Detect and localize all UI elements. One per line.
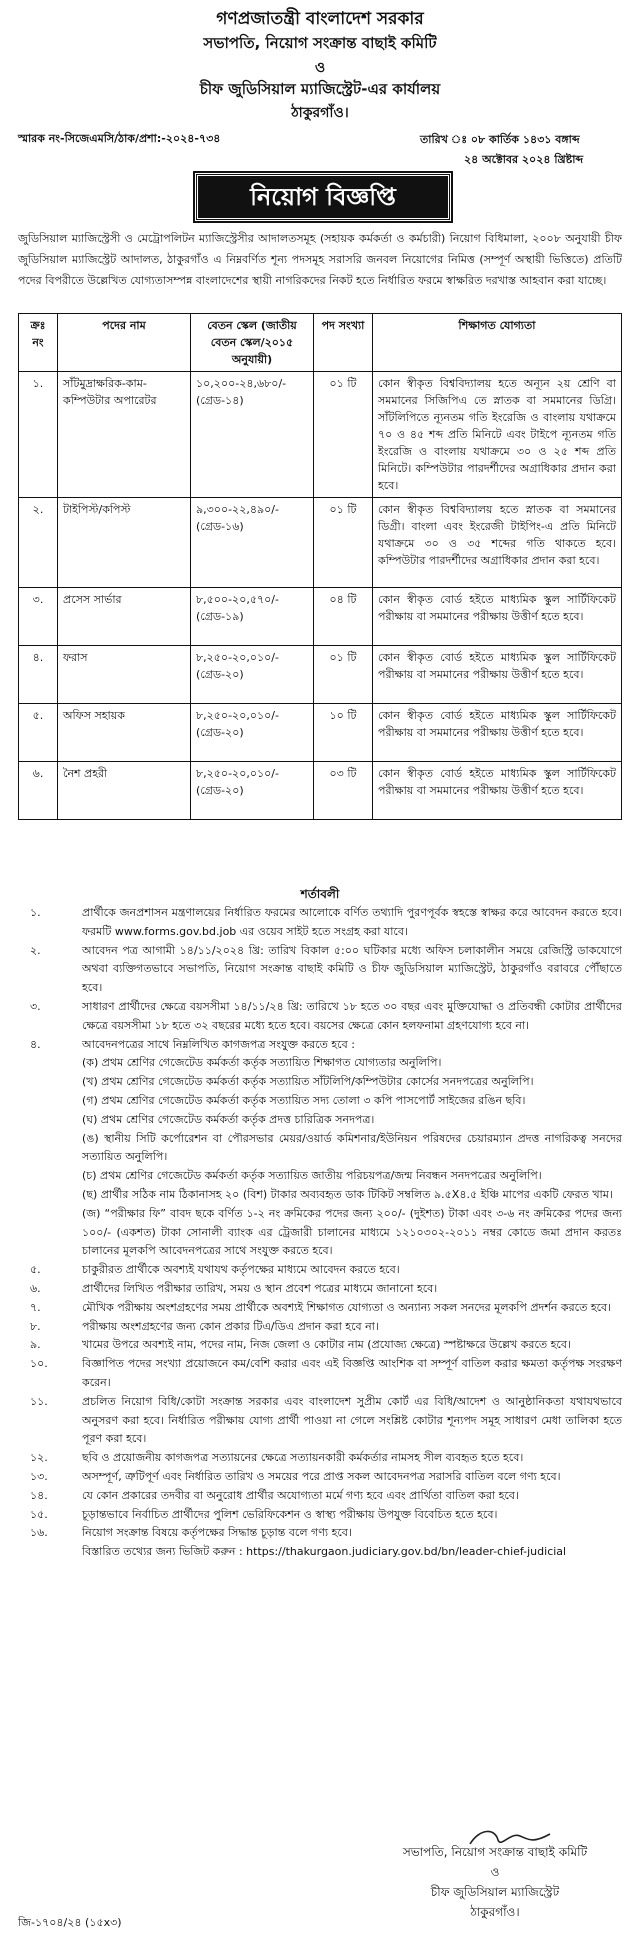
condition-number: ৭. — [30, 1300, 41, 1314]
condition-number: ১৪. — [30, 1488, 48, 1502]
table-header-row — [19, 314, 622, 372]
col-serial: ক্রঃ নং — [19, 314, 58, 372]
intro-paragraph: জুডিসিয়াল ম্যাজিস্ট্রেসী ও মেট্রোপলিটন ম্যাজিস্ট্রেসীর আদালতসমূহ (সহায়ক কর্মকর্তা ও কর্মচারী) নিয়োগ বিধিমালা, ২০০৮ অনুযায়ী চীফ জুডিসিয়াল ম্যাজিস্ট্রেট আদালত, ঠাকুরগাঁও এ নিম্নবর্ণিত শূন্য পদসমূহ সরাসরি জনবল নিয়োগের নিমিত্ত (সম্পূর্ণ অস্থায়ী ভিত্তিতে) প্রতিটি পদের বিপরীতে উল্লেখিত যোগ্যতাসম্পন্ন বাংলাদেশের স্থায়ী নাগরিকদের নিকট হতে নির্ধারিত ফরমে স্বাক্ষরিত দরখাস্ত আহবান করা যাচ্ছে। — [18, 232, 622, 287]
table-row — [19, 646, 622, 704]
row-serial: ৬. — [19, 762, 58, 820]
table-row — [19, 498, 622, 588]
office-location: ঠাকুরগাঁও। — [291, 105, 349, 121]
row-count: ১০ টি — [314, 704, 373, 762]
condition-item — [18, 1355, 622, 1393]
header-conjunction: ও — [314, 60, 326, 76]
row-qualification: কোন স্বীকৃত বিশ্ববিদ্যালয় হতে অন্যূন ২য় শ্রেণি বা সমমানের সিজিপিএ তে স্নাতক বা সমমানের ডিগ্রি। সাঁটলিপিতে ন্যূনতম গতি ইংরেজি ও বাংলায় যথাক্রমে ৭০ ও ৪৫ শব্দ প্রতি মিনিটে এবং টাইপে ন্যূনতম গতি ইংরেজি ও বাংলায় যথাক্রমে ৩০ ও ২৫ শব্দ প্রতি মিনিটে। কম্পিউটার পারদর্শীদের অগ্রাধিকার প্রদান করা হবে। — [373, 372, 622, 498]
condition-item — [18, 1468, 622, 1487]
row-qualification: কোন স্বীকৃত বোর্ড হইতে মাধ্যমিক স্কুল সার্টিফিকেট পরীক্ষায় বা সমমানের পরীক্ষায় উত্তীর্ণ হতে হবে। — [373, 588, 622, 646]
row-count: ০৩ টি — [314, 762, 373, 820]
attachment-item: (চ) প্রথম শ্রেণির গেজেটেড কর্মকর্তা কর্তৃক সত্যায়িত জাতীয় পরিচয়পত্র/জন্ম নিবন্ধন সনদপত্রের অনুলিপি। — [82, 1169, 542, 1183]
row-scale: ৮,৫০০-২০,৫৭০/- (গ্রেড-১৯) — [191, 588, 314, 646]
condition-number: ৩. — [30, 999, 41, 1013]
row-qualification: কোন স্বীকৃত বোর্ড হইতে মাধ্যমিক স্কুল সার্টিফিকেট পরীক্ষায় বা সমমানের পরীক্ষায় উত্তীর্ণ হতে হবে। — [373, 762, 622, 820]
condition-item — [18, 1336, 622, 1355]
row-scale: ৮,২৫০-২০,০১০/- (গ্রেড-২০) — [191, 704, 314, 762]
signatory-block — [360, 1842, 630, 1922]
condition-item — [18, 1506, 622, 1525]
condition-item — [18, 998, 622, 1036]
condition-item — [18, 1393, 622, 1449]
table-row — [19, 372, 622, 498]
attachment-item: (খ) প্রথম শ্রেণির গেজেটেড কর্মকর্তা কর্তৃক সত্যায়িত সাঁটলিপি/কম্পিউটার কোর্সের সনদপত্রের অনুলিপি। — [82, 1075, 534, 1089]
condition-number: ১২. — [30, 1451, 48, 1465]
condition-number: ৫. — [30, 1263, 41, 1277]
condition-number: ৪. — [30, 1037, 41, 1051]
condition-item — [18, 904, 622, 942]
row-serial: ৩. — [19, 588, 58, 646]
col-qualification: শিক্ষাগত যোগ্যতা — [373, 314, 622, 372]
row-scale: ৯,৩০০-২২,৪৯০/- (গ্রেড-১৬) — [191, 498, 314, 588]
attachment-item: (ক) প্রথম শ্রেণির গেজেটেড কর্মকর্তা কর্তৃক সত্যায়িত শিক্ষাগত যোগ্যতার অনুলিপি। — [82, 1056, 442, 1070]
condition-number: ১০. — [30, 1357, 48, 1371]
row-serial: ২. — [19, 498, 58, 588]
condition-number: ৯. — [30, 1338, 41, 1352]
condition-number: ১১. — [30, 1394, 48, 1408]
row-serial: ৫. — [19, 704, 58, 762]
condition-text: বিজ্ঞাপিত পদের সংখ্যা প্রয়োজনে কম/বেশি করার এবং এই বিজ্ঞপ্তি আংশিক বা সম্পূর্ণ বাতিল করার ক্ষমতা কর্তৃপক্ষ সংরক্ষণ করেন। — [82, 1357, 622, 1389]
memo-number: স্মারক নং-সিজেএমসি/ঠাক/প্রশা:-২০২৪-৭৩৪ — [18, 132, 221, 145]
condition-text: প্রচলিত নিয়োগ বিধি/কোটা সংক্রান্ত সরকার এবং বাংলাদেশ সুপ্রীম কোর্ট এর বিধি/আদেশ ও আনুষ্ঠানিকতা যথাযথভাবে অনুসরণ করা হবে। নির্ধারিত পরীক্ষায় যোগ্য প্রার্থী পাওয়া না গেলে সংশ্লিষ্ট কোটার শূন্যপদ সমূহ সাধারণ মেধা তালিকা হতে পূরণ করা হবে। — [82, 1394, 622, 1446]
conditions-heading: শর্তাবলী — [300, 887, 340, 901]
signatory-line: চীফ জুডিসিয়াল ম্যাজিস্ট্রেট — [430, 1885, 560, 1899]
row-qualification: কোন স্বীকৃত বোর্ড হইতে মাধ্যমিক স্কুল সার্টিফিকেট পরীক্ষায় বা সমমানের পরীক্ষায় উত্তীর্ণ হতে হবে। — [373, 704, 622, 762]
row-scale: ১০,২০০-২৪,৬৮০/- (গ্রেড-১৪) — [191, 372, 314, 498]
condition-item — [18, 1487, 622, 1506]
row-post: সাঁটমুদ্রাক্ষরিক-কাম-কম্পিউটার অপারেটর — [58, 372, 191, 498]
condition-item — [18, 1036, 622, 1055]
row-serial: ৪. — [19, 646, 58, 704]
row-scale: ৮,২৫০-২০,০১০/- (গ্রেড-২০) — [191, 646, 314, 704]
signatory-line: ও — [490, 1865, 500, 1879]
row-qualification: কোন স্বীকৃত বোর্ড হইতে মাধ্যমিক স্কুল সার্টিফিকেট পরীক্ষায় বা সমমানের পরীক্ষায় উত্তীর্ণ হতে হবে। — [373, 646, 622, 704]
row-count: ০১ টি — [314, 372, 373, 498]
row-post: প্রসেস সার্ভার — [58, 588, 191, 646]
row-qualification: কোন স্বীকৃত বিশ্ববিদ্যালয় হতে স্নাতক বা সমমানের ডিগ্রী। বাংলা এবং ইংরেজী টাইপিং-এ প্রতি মিনিটে যথাক্রমে ৩০ ও ৩৫ শব্দের গতি থাকতে হবে। কম্পিউটার পারদর্শীদের অগ্রাধিকার প্রদান করা হবে। — [373, 498, 622, 588]
condition-text: পরীক্ষায় অংশগ্রহণের জন্য কোন প্রকার টিএ/ডিএ প্রদান করা হবে না। — [82, 1319, 379, 1333]
table-row — [19, 588, 622, 646]
row-serial: ১. — [19, 372, 58, 498]
signatory-line: ঠাকুরগাঁও। — [470, 1905, 520, 1919]
posts-table — [18, 313, 622, 820]
table-row — [19, 762, 622, 820]
condition-number: ১. — [30, 906, 41, 919]
attachment-item: (ঙ) স্থানীয় সিটি কর্পোরেশন বা পৌরসভার মেয়র/ওয়ার্ড কমিশনার/ইউনিয়ন পরিষদের চেয়ারম্যান প্রদত্ত নাগরিকত্ব সনদের সত্যায়িত অনুলিপি। — [82, 1131, 622, 1164]
condition-text: আবেদনপত্রের সাথে নিম্নলিখিত কাগজপত্র সংযুক্ত করতে হবে : — [82, 1037, 355, 1051]
condition-item — [18, 1318, 622, 1337]
date-bangla: তারিখ ঃ ০৮ কার্তিক ১৪৩১ বঙ্গাব্দ — [420, 133, 580, 146]
row-post: ফরাস — [58, 646, 191, 704]
condition-number: ১৩. — [30, 1469, 48, 1483]
condition-number: ৬. — [30, 1281, 41, 1295]
condition-text: সাধারণ প্রার্থীদের ক্ষেত্রে বয়সসীমা ১৪/১১/২৪ খ্রি: তারিখে ১৮ হতে ৩০ বছর এবং মুক্তিযোদ্ধা ও প্রতিবন্ধী কোটার প্রার্থীদের ক্ষেত্রে বয়সসীমা ১৮ হতে ৩২ বছরের মধ্যে হতে হবে। বয়সের ক্ষেত্রে কোন হলফনামা গ্রহণযোগ্য হবে না। — [82, 999, 622, 1032]
govt-title: গণপ্রজাতন্ত্রী বাংলাদেশ সরকার — [216, 9, 424, 29]
condition-text: আবেদন পত্র আগামী ১৪/১১/২০২৪ খ্রি: তারিখ বিকাল ৫:০০ ঘটিকার মধ্যে অফিস চলাকালীন সময়ে রেজিস্ট্রি ডাকযোগে অথবা ব্যক্তিগতভাবে সভাপতি, নিয়োগ সংক্রান্ত বাছাই কমিটি ও চীফ জুডিসিয়াল ম্যাজিস্ট্রেট, ঠাকুরগাঁও বরাবরে পৌঁছাতে হবে। — [82, 943, 622, 995]
attachment-item: (গ) প্রথম শ্রেণির গেজেটেড কর্মকর্তা কর্তৃক সত্যায়িত সদ্য তোলা ৩ কপি পাসপোর্ট সাইজের রঙিন ছবি। — [82, 1093, 526, 1107]
condition-text: ছবি ও প্রয়োজনীয় কাগজপত্র সত্যায়নের ক্ষেত্রে সত্যায়নকারী কর্মকর্তার নামসহ সীল ব্যবহৃত হতে হবে। — [82, 1451, 524, 1465]
signatory-line: সভাপতি, নিয়োগ সংক্রান্ত বাছাই কমিটি — [402, 1845, 588, 1859]
col-count: পদ সংখ্যা — [314, 314, 373, 372]
date-english: ২৪ অক্টোবর ২০২৪ খ্রিষ্টাব্দ — [464, 153, 584, 166]
attachment-item: (ঘ) প্রথম শ্রেণির গেজেটেড কর্মকর্তা কর্তৃক প্রদত্ত চারিত্রিক সনদপত্র। — [82, 1112, 375, 1126]
condition-number: ২. — [30, 943, 41, 957]
condition-text: চাকুরীরত প্রার্থীকে অবশ্যই যথাযথ কর্তৃপক্ষের মাধ্যমে আবেদন করতে হবে। — [82, 1263, 400, 1277]
col-scale: বেতন স্কেল (জাতীয় বেতন স্কেল/২০১৫ অনুযায়ী) — [191, 314, 314, 372]
condition-text: প্রার্থীকে জনপ্রশাসন মন্ত্রণালয়ের নির্ধারিত ফরমের আলোকে বর্ণিত তথ্যাদি পুরণপূর্বক স্বহস্তে স্বাক্ষর করে আবেদন করতে হবে। ফরমটি www.forms.gov.bd.job এর ওয়েব সাইট হতে সংগ্রহ করা যাবে। — [82, 906, 622, 938]
condition-text: নিয়োগ সংক্রান্ত বিষয়ে কর্তৃপক্ষের সিদ্ধান্ত চূড়ান্ত বলে গণ্য হবে। — [82, 1526, 352, 1540]
condition-text: যে কোন প্রকারের তদবীর বা অনুরোধ প্রার্থীর অযোগ্যতা মর্মে গণ্য হবে এবং প্রার্থিতা বাতিল করা হবে। — [82, 1488, 519, 1502]
row-count: ০১ টি — [314, 498, 373, 588]
conditions-list — [18, 904, 622, 1562]
row-post: টাইপিস্ট/কপিস্ট — [58, 498, 191, 588]
condition-item — [18, 1524, 622, 1543]
condition-text: অসম্পূর্ণ, ত্রুটিপূর্ণ এবং নির্ধারিত তারিখ ও সময়ের পরে প্রাপ্ত সকল আবেদনপত্র সরাসরি বাতিল বলে গণ্য হবে। — [82, 1469, 561, 1483]
row-scale: ৮,২৫০-২০,০১০/- (গ্রেড-২০) — [191, 762, 314, 820]
condition-item — [18, 1299, 622, 1318]
details-link[interactable]: বিস্তারিত তথ্যের জন্য ভিজিট করুন : https://thakurgaon.judiciary.gov.bd/bn/leader-chief-judicial — [82, 1545, 567, 1559]
table-row — [19, 704, 622, 762]
notice-title: নিয়োগ বিজ্ঞপ্তি — [195, 173, 451, 221]
details-item — [18, 1543, 622, 1562]
office-title: চীফ জুডিসিয়াল ম্যাজিস্ট্রেট-এর কার্যালয় — [199, 80, 441, 98]
condition-item — [18, 1449, 622, 1468]
footer-code: জি-১৭০৪/২৪ (১৫x৩) — [18, 1916, 122, 1929]
row-post: নৈশ প্রহরী — [58, 762, 191, 820]
condition-text: মৌখিক পরীক্ষায় অংশগ্রহণের সময় প্রার্থীকে অবশ্যই শিক্ষাগত যোগ্যতা ও অন্যান্য সকল সনদের মূলকপি প্রদর্শন করতে হবে। — [82, 1300, 612, 1314]
condition-text: চূড়ান্তভাবে নির্বাচিত প্রার্থীদের পুলিশ ভেরিফিকেশন ও স্বাস্থ্য পরীক্ষায় উপযুক্ত বিবেচিত হতে হবে। — [82, 1507, 498, 1521]
condition-item — [18, 942, 622, 998]
attachment-item: (জ) “পরীক্ষার ফি” বাবদ ছকে বর্ণিত ১-২ নং ক্রমিকের পদের জন্য ২০০/- (দুইশত) টাকা এবং ৩-৬ নং ক্রমিকের পদের জন্য ১০০/- (একশত) টাকা সোনালী ব্যাংক এর ট্রেজারী চালানের মাধ্যমে ১২১০৩০২-২০১১ নম্বর কোডে জমা প্রদান করতঃ চালানের মূলকপি আবেদনপত্রের সাথে সংযুক্ত করতে হবে। — [82, 1206, 622, 1258]
row-post: অফিস সহায়ক — [58, 704, 191, 762]
row-count: ০১ টি — [314, 646, 373, 704]
row-count: ০৪ টি — [314, 588, 373, 646]
condition-number: ১৫. — [30, 1507, 48, 1521]
condition-item — [18, 1280, 622, 1299]
committee-title: সভাপতি, নিয়োগ সংক্রান্ত বাছাই কমিটি — [203, 34, 437, 52]
condition-number: ৮. — [30, 1319, 41, 1333]
condition-number: ১৬. — [30, 1526, 48, 1540]
condition-text: খামের উপরে অবশ্যই নাম, পদের নাম, নিজ জেলা ও কোটার নাম (প্রযোজ্য ক্ষেত্রে) স্পষ্টাক্ষরে উল্লেখ করতে হবে। — [82, 1338, 571, 1352]
notice-date — [420, 130, 583, 170]
col-post: পদের নাম — [58, 314, 191, 372]
attachment-item: (ছ) প্রার্থীর সঠিক নাম ঠিকানাসহ ২০ (বিশ) টাকার অব্যবহৃত ডাক টিকিট সম্বলিত ৯.৫X৪.৫ ইঞ্চি মাপের একটি ফেরত খাম। — [82, 1187, 613, 1201]
condition-item — [18, 1261, 622, 1280]
condition-text: প্রার্থীদের লিখিত পরীক্ষার তারিখ, সময় ও স্থান প্রবেশ পত্রের মাধ্যমে জানানো হবে। — [82, 1281, 438, 1295]
